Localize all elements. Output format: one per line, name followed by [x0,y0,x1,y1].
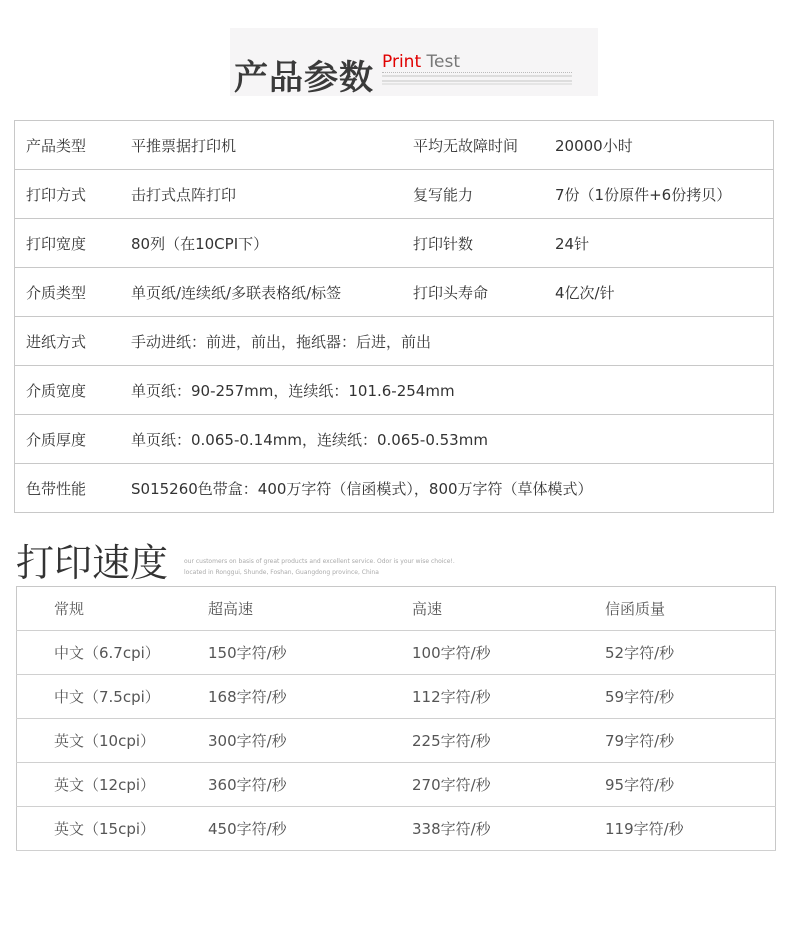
param-value: 20000小时 [555,121,774,170]
param-label: 产品类型 [15,121,132,170]
param-row [15,121,774,170]
param-value: 单页纸/连续纸/多联表格纸/标签 [131,268,413,317]
speed-cell: 中文（7.5cpi） [17,675,209,719]
speed-row [17,807,776,851]
speed-cell: 59字符/秒 [605,675,776,719]
param-row [15,464,774,513]
speed-header: 超高速 [208,587,412,631]
speed-cell: 中文（6.7cpi） [17,631,209,675]
speed-cell: 52字符/秒 [605,631,776,675]
speed-cell: 360字符/秒 [208,763,412,807]
banner-title: 产品参数 [234,58,374,98]
speed-table [16,586,776,851]
param-value: 单页纸：0.065-0.14mm，连续纸：0.065-0.53mm [131,415,774,464]
param-value: 24针 [555,219,774,268]
speed-cell: 100字符/秒 [412,631,605,675]
speed-cell: 450字符/秒 [208,807,412,851]
param-value: S015260色带盒：400万字符（信函模式），800万字符（草体模式） [131,464,774,513]
speed-cell: 270字符/秒 [412,763,605,807]
speed-cell: 225字符/秒 [412,719,605,763]
param-label: 平均无故障时间 [413,121,555,170]
subtitle-line: located in Ronggui, Shunde, Foshan, Guangdong province, China [184,569,379,576]
param-value: 4亿次/针 [555,268,774,317]
speed-header-row [17,587,776,631]
param-label: 打印头寿命 [413,268,555,317]
param-value: 手动进纸：前进，前出，拖纸器：后进，前出 [131,317,774,366]
param-row [15,415,774,464]
decorative-lines [382,72,572,74]
speed-cell: 英文（10cpi） [17,719,209,763]
speed-cell: 英文（15cpi） [17,807,209,851]
speed-header: 信函质量 [605,587,776,631]
param-label: 介质宽度 [15,366,132,415]
speed-row [17,763,776,807]
speed-cell: 79字符/秒 [605,719,776,763]
param-value: 平推票据打印机 [131,121,413,170]
speed-row [17,675,776,719]
param-value: 击打式点阵打印 [131,170,413,219]
speed-cell: 168字符/秒 [208,675,412,719]
param-row [15,366,774,415]
speed-row [17,719,776,763]
param-value: 80列（在10CPI下） [131,219,413,268]
param-label: 介质类型 [15,268,132,317]
speed-cell: 300字符/秒 [208,719,412,763]
speed-cell: 119字符/秒 [605,807,776,851]
params-table [14,120,774,513]
speed-subtitle [184,556,455,578]
param-value: 单页纸：90-257mm，连续纸：101.6-254mm [131,366,774,415]
speed-header: 高速 [412,587,605,631]
speed-title: 打印速度 [16,541,169,585]
subtitle-line: our customers on basis of great products and excellent service. Odor is your wise choice!. [184,558,455,565]
param-row [15,268,774,317]
banner-test: Test [426,52,460,72]
param-value: 7份（1份原件+6份拷贝） [555,170,774,219]
param-label: 色带性能 [15,464,132,513]
param-label: 打印宽度 [15,219,132,268]
speed-row [17,631,776,675]
speed-cell: 338字符/秒 [412,807,605,851]
param-row [15,219,774,268]
param-label: 介质厚度 [15,415,132,464]
section-banner [230,28,598,96]
param-row [15,317,774,366]
param-row [15,170,774,219]
speed-cell: 150字符/秒 [208,631,412,675]
banner-print: Print [382,52,422,72]
speed-cell: 112字符/秒 [412,675,605,719]
param-label: 进纸方式 [15,317,132,366]
banner-subtitle [382,52,460,72]
speed-cell: 95字符/秒 [605,763,776,807]
param-label: 打印方式 [15,170,132,219]
speed-header: 常规 [17,587,209,631]
param-label: 复写能力 [413,170,555,219]
param-label: 打印针数 [413,219,555,268]
speed-cell: 英文（12cpi） [17,763,209,807]
